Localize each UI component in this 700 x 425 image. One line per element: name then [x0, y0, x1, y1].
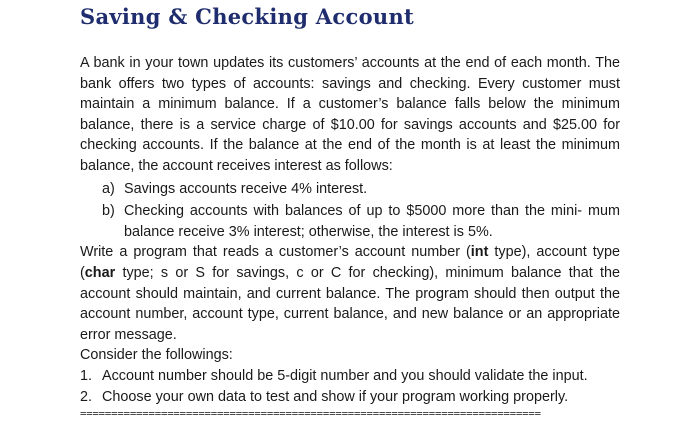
- list-item-text: Savings accounts receive 4% interest.: [124, 180, 368, 197]
- list-item: [80, 179, 620, 200]
- divider-line: ==========================================================================: [80, 408, 541, 421]
- document-title: Saving & Checking Account: [80, 4, 415, 29]
- document-body: [80, 53, 620, 421]
- list-item-text: Account number should be 5-digit number and you should validate the input.: [102, 367, 588, 384]
- list-item: [80, 201, 620, 242]
- interest-list: [80, 179, 620, 243]
- requirements-list: [80, 366, 620, 407]
- task-keyword-char: char: [84, 264, 116, 281]
- consider-heading: Consider the followings:: [80, 347, 233, 364]
- list-marker: a): [102, 180, 115, 197]
- task-text: type), account type (: [80, 244, 620, 281]
- list-item: [80, 366, 620, 387]
- list-item-text: Choose your own data to test and show if your program working properly.: [102, 388, 569, 405]
- task-text: Write a program that reads a customer’s account number (: [80, 244, 471, 261]
- list-marker: 2.: [80, 388, 93, 405]
- list-marker: b): [102, 203, 115, 220]
- list-item: [80, 387, 620, 408]
- list-marker: 1.: [80, 367, 93, 384]
- intro-paragraph: A bank in your town updates its customers’ accounts at the end of each month. The bank offers two types of accounts: savings and checking. Every customer must maintain a minimum balance. If a customer’s balance falls below the minimum balance, there is a service charge of $10.00 for savings accounts and $25.00 for checking accounts. If the balance at the end of the month is at least the minimum balance, the account receives interest as follows:: [80, 55, 620, 174]
- task-keyword-int: int: [470, 244, 489, 261]
- list-item-text: Checking accounts with balances of up to $5000 more than the mini- mum balance receive 3% interest; otherwise, the interest is 5%.: [124, 203, 620, 240]
- task-paragraph: [80, 242, 620, 345]
- task-text: type; s or S for savings, c or C for checking), minimum balance that the account should maintain, and current balance. The program should then output the account number, account type, current balance, and new balance or an appropriate error message.: [80, 264, 620, 343]
